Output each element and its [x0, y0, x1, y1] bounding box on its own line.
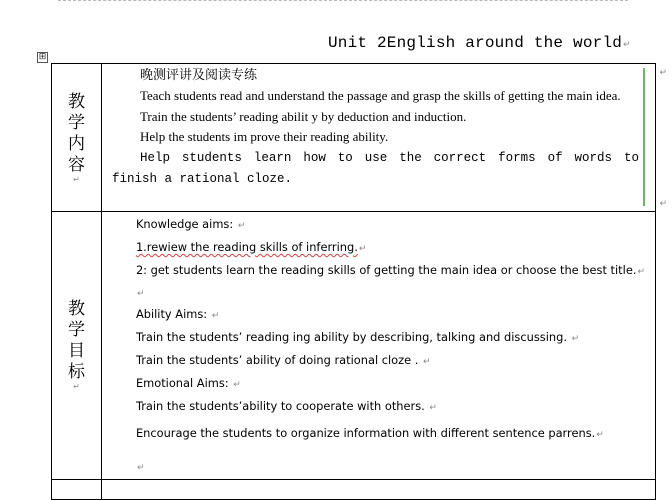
content-line: Help the students im prove their reading ability. — [139, 129, 389, 144]
table-row-content — [52, 64, 656, 212]
row-header-content: 教学内容 — [67, 91, 85, 175]
paragraph-mark-icon: ↵ — [596, 430, 604, 441]
revision-bar — [643, 68, 645, 206]
content-line: Help students learn how to use the correct forms of words to finish a rational cloze. — [111, 150, 639, 186]
table-row-next — [52, 479, 656, 499]
cell-end-mark-icon: ↵ — [659, 199, 667, 209]
paragraph-mark-icon: ↵ — [423, 356, 431, 367]
cell-end-mark-icon: ↵ — [659, 68, 667, 78]
paragraph-mark-icon: ↵ — [233, 379, 241, 390]
knowledge-aim-1: 1.rewiew the reading skills of inferring.↵ — [135, 239, 367, 254]
paragraph-mark-icon: ↵ — [623, 40, 631, 50]
title-text: Unit 2English around the world — [328, 34, 623, 52]
paragraph-mark-icon: ↵ — [136, 289, 145, 300]
content-line: Train the students’ reading abilit y by deduction and induction. — [139, 108, 467, 124]
emotional-heading: Emotional Aims: ↵ — [135, 375, 241, 390]
next-cell[interactable] — [101, 479, 655, 499]
empty-paragraph — [136, 282, 645, 304]
paragraph-mark-icon: ↵ — [136, 463, 145, 474]
row-header-cell — [52, 212, 102, 480]
paragraph-mark-icon: ↵ — [429, 402, 437, 413]
content-cell[interactable] — [101, 64, 667, 212]
empty-paragraph — [136, 456, 645, 479]
paragraph-mark-icon: ↵ — [358, 243, 367, 254]
row-header-cell — [52, 64, 102, 212]
emotional-aim-2: Encourage the students to organize information with different sentence parrens.↵ — [135, 426, 604, 441]
table-move-handle-icon[interactable]: ⊞ — [38, 52, 47, 62]
paragraph-mark-icon: ↵ — [571, 334, 580, 345]
lesson-plan-table — [51, 63, 667, 500]
ability-aim-2: Train the students’ ability of doing rational cloze . ↵ — [135, 352, 431, 367]
paragraph-mark-icon: ↵ — [73, 174, 80, 184]
ability-heading: Ability Aims: ↵ — [135, 307, 220, 322]
table-row-aims — [52, 212, 656, 480]
content-line: Teach students read and understand the passage and grasp the skills of getting the main idea. — [139, 88, 621, 103]
paragraph-mark-icon: ↵ — [637, 266, 645, 277]
knowledge-heading: Knowledge aims: ↵ — [135, 217, 246, 231]
knowledge-aim-2: 2: get students learn the reading skills of getting the main idea or choose the best title.↵ — [135, 262, 645, 277]
document-title — [328, 34, 631, 52]
header-rule — [58, 0, 628, 1]
row-header-aims: 教学目标 — [67, 299, 85, 383]
content-line: 晚测评讲及阅读专练 — [139, 68, 257, 83]
paragraph-mark-icon: ↵ — [237, 221, 246, 231]
paragraph-mark-icon: ↵ — [73, 382, 80, 392]
aims-cell[interactable] — [101, 212, 655, 480]
paragraph-mark-icon: ↵ — [211, 311, 220, 322]
ability-aim-1: Train the students’ reading ing ability by describing, talking and discussing. ↵ — [135, 330, 580, 345]
row-header-cell — [52, 479, 102, 499]
emotional-aim-1: Train the students’ability to cooperate with others. ↵ — [135, 398, 437, 413]
